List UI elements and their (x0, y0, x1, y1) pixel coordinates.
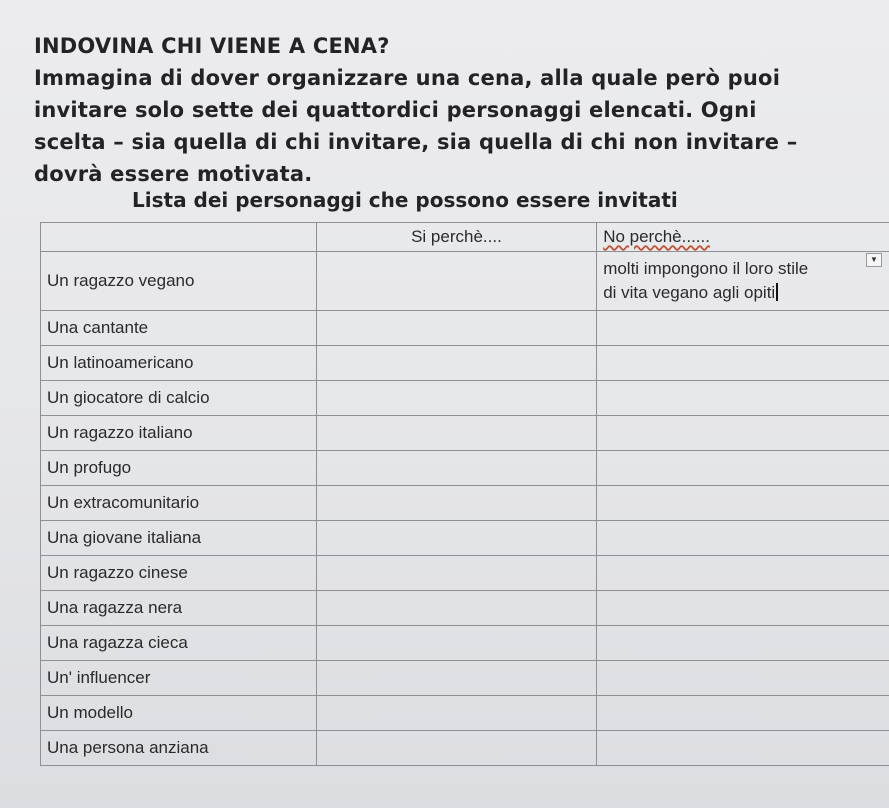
no-reason-cell[interactable] (597, 731, 889, 766)
table-row (41, 252, 889, 311)
no-reason-text: di vita vegano agli opiti (603, 283, 776, 302)
no-reason-cell[interactable] (597, 416, 889, 451)
guest-name-cell: Un latinoamericano (41, 346, 317, 381)
instructions-line: scelta – sia quella di chi invitare, sia quella di chi non invitare – (34, 130, 798, 154)
guest-name-cell: Una giovane italiana (41, 521, 317, 556)
no-reason-cell[interactable] (597, 346, 889, 381)
yes-reason-cell[interactable] (316, 451, 596, 486)
no-reason-cell[interactable] (597, 486, 889, 521)
table-row (41, 556, 889, 591)
table-row (41, 591, 889, 626)
table-row (41, 346, 889, 381)
instructions-title: INDOVINA CHI VIENE A CENA? (34, 34, 390, 58)
yes-reason-cell[interactable] (316, 661, 596, 696)
no-reason-line-edit (603, 281, 883, 305)
no-reason-cell[interactable] (597, 591, 889, 626)
table-row (41, 486, 889, 521)
yes-reason-cell[interactable] (316, 696, 596, 731)
dropdown-arrow-icon[interactable]: ▼ (866, 253, 882, 267)
text-cursor (776, 283, 778, 301)
guest-name-cell: Un ragazzo cinese (41, 556, 317, 591)
header-cell-no (597, 223, 889, 252)
list-title: Lista dei personaggi che possono essere invitati (132, 188, 678, 212)
no-reason-cell[interactable] (597, 661, 889, 696)
instructions-block (34, 30, 884, 190)
no-reason-cell[interactable] (597, 252, 889, 311)
guest-name-cell: Un giocatore di calcio (41, 381, 317, 416)
yes-reason-cell[interactable] (316, 626, 596, 661)
yes-reason-cell[interactable] (316, 252, 596, 311)
guest-name-cell: Un ragazzo italiano (41, 416, 317, 451)
no-reason-cell[interactable] (597, 521, 889, 556)
table-row (41, 626, 889, 661)
header-no-label: No perchè...... (603, 227, 710, 246)
no-reason-line: molti impongono il loro stile (603, 259, 809, 278)
no-reason-cell[interactable] (597, 381, 889, 416)
table-row (41, 381, 889, 416)
header-cell-yes: Si perchè.... (316, 223, 596, 252)
yes-reason-cell[interactable] (316, 311, 596, 346)
no-reason-cell[interactable] (597, 311, 889, 346)
guest-name-cell: Un profugo (41, 451, 317, 486)
yes-reason-cell[interactable] (316, 381, 596, 416)
instructions-line: Immagina di dover organizzare una cena, alla quale però puoi (34, 66, 781, 90)
table-row (41, 521, 889, 556)
instructions-line: invitare solo sette dei quattordici personaggi elencati. Ogni (34, 98, 757, 122)
no-reason-cell[interactable] (597, 696, 889, 731)
yes-reason-cell[interactable] (316, 486, 596, 521)
table-row (41, 416, 889, 451)
no-reason-cell[interactable] (597, 451, 889, 486)
yes-reason-cell[interactable] (316, 591, 596, 626)
table-row (41, 731, 889, 766)
table-row (41, 696, 889, 731)
yes-reason-cell[interactable] (316, 731, 596, 766)
instructions-line: dovrà essere motivata. (34, 162, 313, 186)
guest-name-cell: Un' influencer (41, 661, 317, 696)
table-row (41, 311, 889, 346)
guest-name-cell: Una ragazza nera (41, 591, 317, 626)
guest-name-cell: Un ragazzo vegano (41, 252, 317, 311)
yes-reason-cell[interactable] (316, 556, 596, 591)
guest-name-cell: Una ragazza cieca (41, 626, 317, 661)
yes-reason-cell[interactable] (316, 346, 596, 381)
guest-name-cell: Un extracomunitario (41, 486, 317, 521)
guest-name-cell: Un modello (41, 696, 317, 731)
no-reason-cell[interactable] (597, 626, 889, 661)
guest-name-cell: Una persona anziana (41, 731, 317, 766)
no-reason-cell[interactable] (597, 556, 889, 591)
header-cell-name (41, 223, 317, 252)
guest-name-cell: Una cantante (41, 311, 317, 346)
table-row (41, 451, 889, 486)
yes-reason-cell[interactable] (316, 521, 596, 556)
table-header-row (41, 223, 889, 252)
table-row (41, 661, 889, 696)
guest-table (40, 222, 889, 766)
yes-reason-cell[interactable] (316, 416, 596, 451)
